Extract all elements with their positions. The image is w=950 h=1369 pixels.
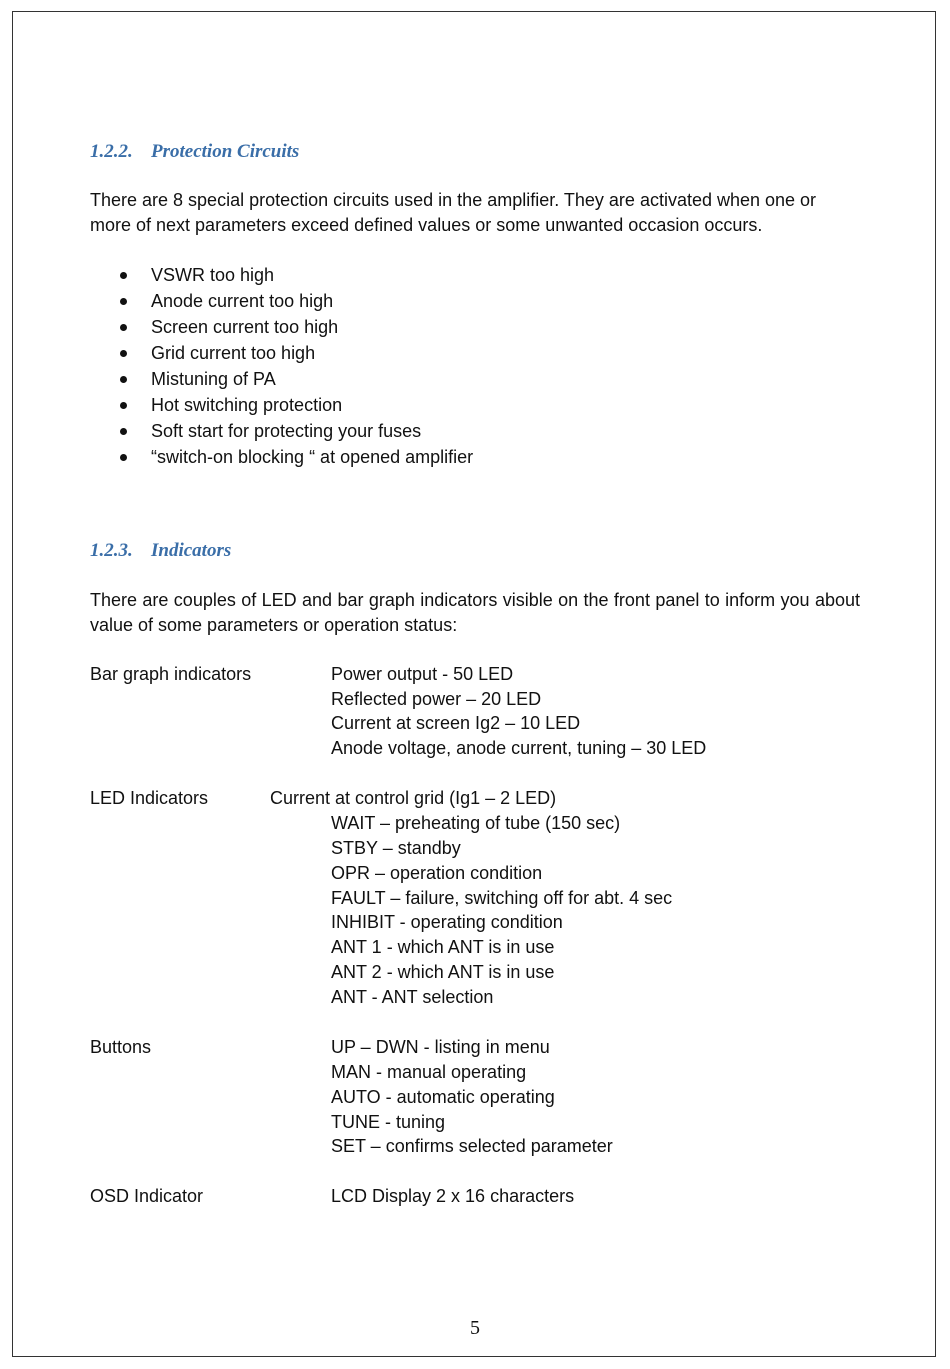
- list-item: “switch-on blocking “ at opened amplifier: [118, 446, 473, 472]
- list-item: Soft start for protecting your fuses: [118, 420, 473, 446]
- indicator-row: MAN - manual operating: [331, 1062, 527, 1082]
- bullet-icon: [120, 428, 127, 435]
- indicator-row: WAIT – preheating of tube (150 sec): [331, 813, 621, 833]
- bullet-icon: [120, 454, 127, 461]
- group-label-buttons: Buttons: [90, 1037, 152, 1057]
- protection-intro-paragraph: There are 8 special protection circuits used in the amplifier. They are activated when one or more of next parameters exceed defined values or some unwanted occasion occurs.: [90, 190, 817, 235]
- protection-list: [118, 264, 473, 472]
- indicator-row: SET – confirms selected parameter: [331, 1136, 613, 1156]
- group-label-bar-graph: Bar graph indicators: [90, 664, 252, 684]
- list-item: Anode current too high: [118, 290, 473, 316]
- indicator-row: INHIBIT - operating condition: [331, 912, 563, 932]
- page-number: 5: [470, 1317, 480, 1339]
- section-title: Indicators: [151, 540, 232, 561]
- list-item: Hot switching protection: [118, 394, 473, 420]
- indicator-row: Current at screen Ig2 – 10 LED: [331, 713, 581, 733]
- bullet-icon: [120, 272, 127, 279]
- bullet-icon: [120, 376, 127, 383]
- indicator-row: LCD Display 2 x 16 characters: [331, 1186, 575, 1206]
- group-label-osd: OSD Indicator: [90, 1186, 204, 1206]
- indicators-intro-paragraph: There are couples of LED and bar graph indicators visible on the front panel to inform you about value of some parameters or operation status:: [90, 590, 860, 635]
- section-title: Protection Circuits: [151, 141, 300, 162]
- section-number: 1.2.2.: [90, 141, 133, 162]
- indicator-row: AUTO - automatic operating: [331, 1087, 555, 1107]
- indicator-row: STBY – standby: [331, 838, 461, 858]
- indicator-row: TUNE - tuning: [331, 1112, 446, 1132]
- list-item: Screen current too high: [118, 316, 473, 342]
- indicator-row: ANT 2 - which ANT is in use: [331, 962, 555, 982]
- indicator-row: Anode voltage, anode current, tuning – 30 LED: [331, 738, 707, 758]
- bullet-icon: [120, 298, 127, 305]
- indicator-row: Current at control grid (Ig1 – 2 LED): [270, 788, 557, 808]
- indicator-row: Power output - 50 LED: [331, 664, 514, 684]
- section-number: 1.2.3.: [90, 540, 133, 561]
- indicator-row: UP – DWN - listing in menu: [331, 1037, 550, 1057]
- indicator-row: ANT - ANT selection: [331, 987, 494, 1007]
- bullet-icon: [120, 350, 127, 357]
- list-item: VSWR too high: [118, 264, 473, 290]
- section-heading-indicators: [90, 540, 231, 562]
- indicator-row: OPR – operation condition: [331, 863, 543, 883]
- bullet-icon: [120, 402, 127, 409]
- list-item: Mistuning of PA: [118, 368, 473, 394]
- bullet-icon: [120, 324, 127, 331]
- list-item: Grid current too high: [118, 342, 473, 368]
- indicator-row: ANT 1 - which ANT is in use: [331, 937, 555, 957]
- indicator-row: FAULT – failure, switching off for abt. 4 sec: [331, 888, 673, 908]
- indicator-row: Reflected power – 20 LED: [331, 689, 542, 709]
- section-heading-protection: [90, 141, 299, 163]
- group-label-led: LED Indicators: [90, 788, 209, 808]
